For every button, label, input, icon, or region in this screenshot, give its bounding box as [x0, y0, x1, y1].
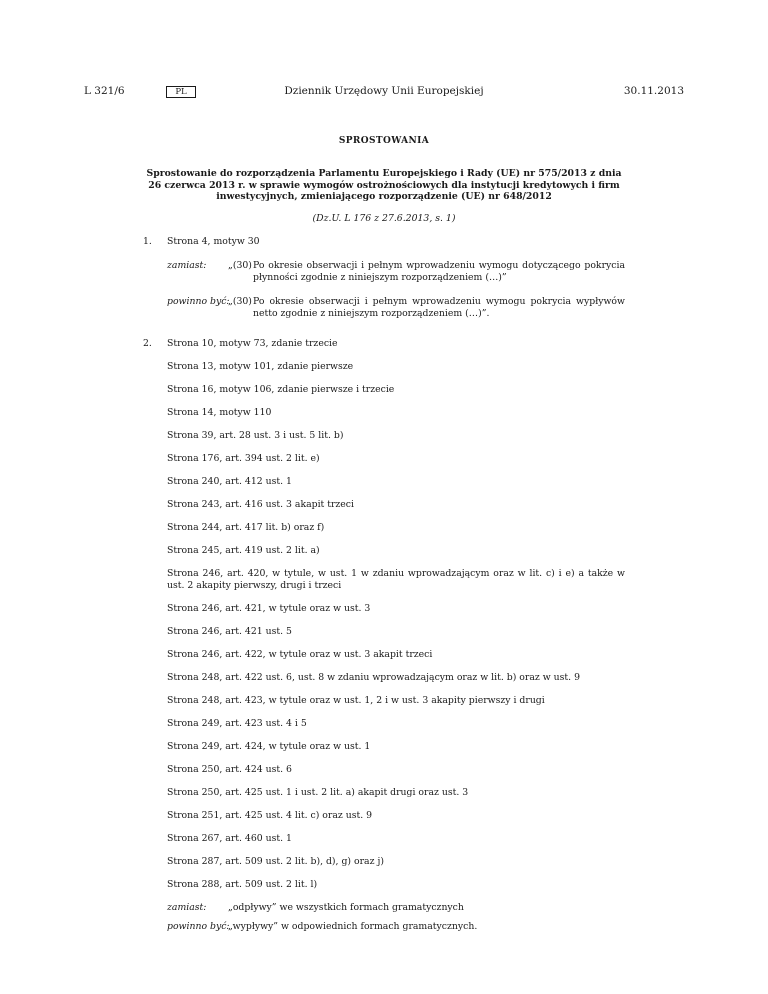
location-line: Strona 243, art. 416 ust. 3 akapit trzeci — [167, 499, 354, 510]
location-line: Strona 13, motyw 101, zdanie pierwsze — [167, 361, 354, 372]
item-1-number: 1. — [143, 236, 152, 247]
official-journal-reference: (Dz.U. L 176 z 27.6.2013, s. 1) — [312, 213, 456, 224]
item-1-should-text: Po okresie obserwacji i pełnym wprowadzeniu wymogu pokrycia wypływów netto zgodnie z niniejszym rozporządzeniem (…)”. — [253, 296, 625, 319]
location-line: Strona 249, art. 423 ust. 4 i 5 — [167, 718, 307, 729]
page-reference: L 321/6 — [84, 85, 125, 97]
item-1-location: Strona 4, motyw 30 — [167, 236, 260, 247]
location-line: Strona 10, motyw 73, zdanie trzecie — [167, 338, 338, 349]
item-2-should-label: powinno być: — [167, 921, 230, 932]
item-1-instead-code: „(30) — [228, 260, 252, 271]
location-line: Strona 39, art. 28 ust. 3 i ust. 5 lit. b) — [167, 430, 344, 441]
location-line: Strona 16, motyw 106, zdanie pierwsze i trzecie — [167, 384, 395, 395]
item-1-should-code: „(30) — [228, 296, 252, 307]
section-title: SPROSTOWANIA — [338, 136, 430, 146]
location-line: Strona 245, art. 419 ust. 2 lit. a) — [167, 545, 320, 556]
location-line: Strona 249, art. 424, w tytule oraz w ust. 1 — [167, 741, 371, 752]
item-1-should-label: powinno być: — [167, 296, 230, 307]
item-2-number: 2. — [143, 338, 152, 349]
location-line: Strona 244, art. 417 lit. b) oraz f) — [167, 522, 325, 533]
location-line: Strona 246, art. 421 ust. 5 — [167, 626, 292, 637]
location-line: Strona 240, art. 412 ust. 1 — [167, 476, 292, 487]
item-2-instead-label: zamiast: — [167, 902, 207, 913]
location-line: Strona 287, art. 509 ust. 2 lit. b), d), g) oraz j) — [167, 856, 384, 867]
location-line: Strona 246, art. 420, w tytule, w ust. 1 w zdaniu wprowadzającym oraz w lit. c) i e) a także w ust. 2 akapity pierwszy, drugi i trzeci — [167, 568, 625, 591]
item-2-instead-text: „odpływy” we wszystkich formach gramatycznych — [228, 902, 464, 913]
location-line: Strona 248, art. 422 ust. 6, ust. 8 w zdaniu wprowadzającym oraz w lit. b) oraz w ust. 9 — [167, 672, 580, 683]
location-line: Strona 246, art. 422, w tytule oraz w ust. 3 akapit trzeci — [167, 649, 433, 660]
location-line: Strona 250, art. 424 ust. 6 — [167, 764, 292, 775]
location-line: Strona 248, art. 423, w tytule oraz w ust. 1, 2 i w ust. 3 akapity pierwszy i drugi — [167, 695, 545, 706]
journal-title: Dziennik Urzędowy Unii Europejskiej — [284, 85, 484, 97]
item-2-should-text: „wypływy” w odpowiednich formach gramatycznych. — [228, 921, 478, 932]
location-line: Strona 176, art. 394 ust. 2 lit. e) — [167, 453, 320, 464]
language-badge: PL — [166, 86, 196, 98]
document-title: Sprostowanie do rozporządzenia Parlamentu Europejskiego i Rady (UE) nr 575/2013 z dnia 26 czerwca 2013 r. w sprawie wymogów ostrożnościowych dla instytucji kredytowych i firm inwestycyjnych, zmieniającego rozporządzenie (UE) nr 648/2012 — [146, 168, 622, 203]
location-line: Strona 14, motyw 110 — [167, 407, 272, 418]
location-line: Strona 251, art. 425 ust. 4 lit. c) oraz ust. 9 — [167, 810, 373, 821]
item-1-instead-label: zamiast: — [167, 260, 207, 271]
location-line: Strona 288, art. 509 ust. 2 lit. l) — [167, 879, 318, 890]
item-1-instead-text: Po okresie obserwacji i pełnym wprowadzeniu wymogu dotyczącego pokrycia płynności zgodnie z niniejszym rozporządzeniem (…)” — [253, 260, 625, 283]
location-line: Strona 250, art. 425 ust. 1 i ust. 2 lit. a) akapit drugi oraz ust. 3 — [167, 787, 469, 798]
location-line: Strona 246, art. 421, w tytule oraz w ust. 3 — [167, 603, 371, 614]
issue-date: 30.11.2013 — [623, 85, 684, 97]
location-line: Strona 267, art. 460 ust. 1 — [167, 833, 292, 844]
